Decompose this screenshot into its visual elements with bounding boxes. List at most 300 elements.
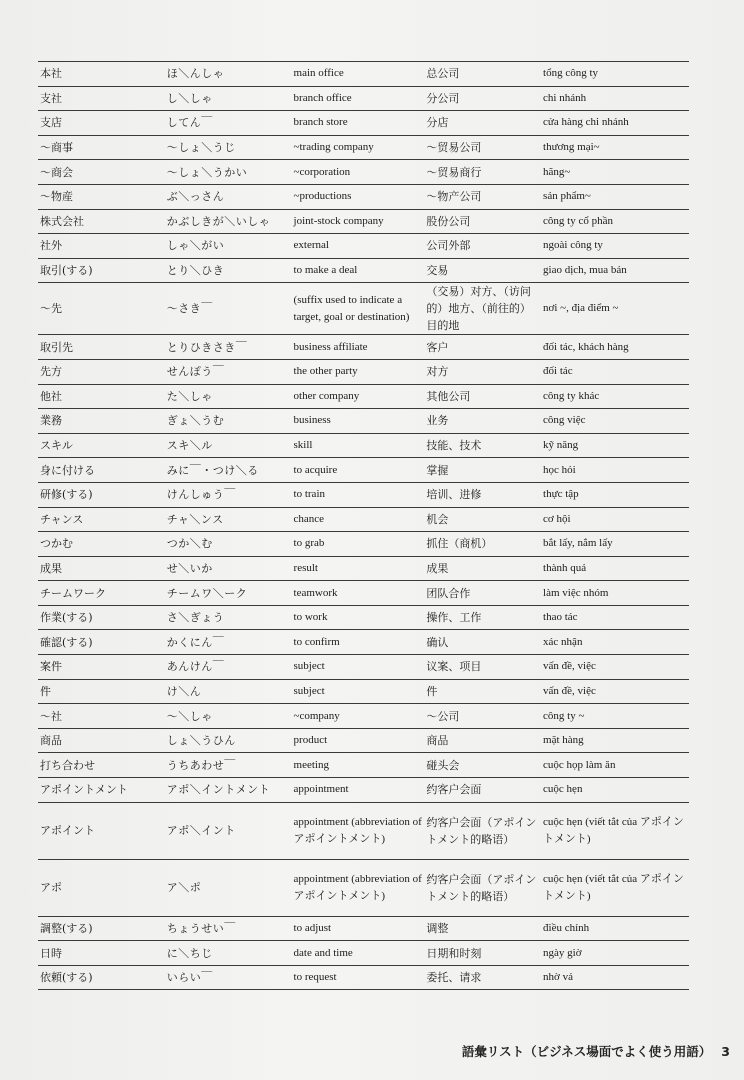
chinese-cell-text: 议案、项目 <box>426 660 482 674</box>
chinese-cell-text: 掌握 <box>426 463 449 477</box>
kanji-cell-text: 株式会社 <box>40 214 84 228</box>
chinese-cell-text: 成果 <box>426 561 449 575</box>
english-cell <box>292 62 425 87</box>
kanji-cell <box>38 556 165 581</box>
chinese-cell-text: 客户 <box>426 340 449 354</box>
chinese-cell-text: 日期和时刻 <box>426 946 482 960</box>
english-cell-text: skill <box>293 439 313 452</box>
english-cell <box>292 86 425 111</box>
kana-cell-text: ～さき￣ <box>166 302 213 316</box>
kana-cell <box>165 433 292 458</box>
chinese-cell-text: ～物产公司 <box>426 190 482 204</box>
table-row <box>38 556 689 581</box>
kana-cell-text: してん￣ <box>166 116 213 130</box>
chinese-cell-text: 总公司 <box>426 67 460 81</box>
kanji-cell <box>38 283 165 335</box>
table-row <box>38 916 689 941</box>
english-cell <box>292 859 425 916</box>
table-row <box>38 384 689 409</box>
kanji-cell <box>38 916 165 941</box>
kanji-cell <box>38 679 165 704</box>
vietnamese-cell-text: điều chỉnh <box>543 921 590 934</box>
table-row <box>38 458 689 483</box>
kana-cell-text: しゃ＼がい <box>166 239 225 253</box>
kana-cell-text: ちょうせい￣ <box>166 921 236 935</box>
kana-cell <box>165 965 292 990</box>
table-row <box>38 209 689 234</box>
kanji-cell-text: 作業(する) <box>40 611 93 625</box>
kana-cell-text: かぶしきが＼いしゃ <box>166 214 271 228</box>
chinese-cell <box>424 209 541 234</box>
kanji-cell-text: 取引先 <box>40 340 73 354</box>
kana-cell-text: けんしゅう￣ <box>166 488 236 502</box>
vietnamese-cell-text: nơi ~, địa điểm ~ <box>543 302 619 315</box>
kanji-cell <box>38 655 165 680</box>
english-cell <box>292 507 425 532</box>
vietnamese-cell-text: vấn đề, việc <box>543 684 596 697</box>
vietnamese-cell <box>541 728 689 753</box>
table-row <box>38 184 689 209</box>
kanji-cell <box>38 941 165 966</box>
kana-cell <box>165 916 292 941</box>
chinese-cell <box>424 111 541 136</box>
kanji-cell <box>38 753 165 778</box>
kanji-cell-text: ～先 <box>40 302 62 316</box>
kanji-cell <box>38 160 165 185</box>
english-cell-text: subject <box>293 684 325 697</box>
vocabulary-table-body <box>38 62 689 990</box>
chinese-cell-text: 约客户会面（アポイントメント的略语） <box>426 872 537 903</box>
vietnamese-cell-text: công việc <box>543 414 586 427</box>
vietnamese-cell <box>541 258 689 283</box>
kanji-cell-text: 日時 <box>40 946 62 960</box>
english-cell <box>292 556 425 581</box>
english-cell <box>292 160 425 185</box>
english-cell-text: to acquire <box>293 463 338 476</box>
kana-cell <box>165 384 292 409</box>
chinese-cell <box>424 409 541 434</box>
table-row <box>38 778 689 803</box>
kana-cell <box>165 234 292 259</box>
vocabulary-table <box>38 61 689 990</box>
english-cell-text: ~productions <box>293 190 352 203</box>
english-cell-text: chance <box>293 512 325 525</box>
english-cell-text: branch store <box>293 116 348 129</box>
kana-cell <box>165 655 292 680</box>
chinese-cell-text: ～贸易商行 <box>426 165 482 179</box>
chinese-cell <box>424 630 541 655</box>
kanji-cell <box>38 605 165 630</box>
vietnamese-cell <box>541 433 689 458</box>
vietnamese-cell-text: đối tác <box>543 365 573 378</box>
english-cell <box>292 209 425 234</box>
kana-cell <box>165 482 292 507</box>
vietnamese-cell <box>541 209 689 234</box>
kana-cell <box>165 728 292 753</box>
kanji-cell <box>38 802 165 859</box>
kanji-cell <box>38 965 165 990</box>
table-row <box>38 160 689 185</box>
english-cell <box>292 704 425 729</box>
kana-cell <box>165 556 292 581</box>
chinese-cell <box>424 234 541 259</box>
chinese-cell-text: ～贸易公司 <box>426 141 482 155</box>
vietnamese-cell-text: cuộc hẹn (viết tắt của アポイントメント) <box>543 815 684 845</box>
vietnamese-cell <box>541 802 689 859</box>
chinese-cell-text: 调整 <box>426 921 449 935</box>
kanji-cell <box>38 532 165 557</box>
vietnamese-cell-text: cơ hội <box>543 512 571 525</box>
chinese-cell-text: 团队合作 <box>426 586 471 600</box>
vietnamese-cell <box>541 335 689 360</box>
english-cell <box>292 359 425 384</box>
vietnamese-cell-text: ngoài công ty <box>543 239 603 252</box>
english-cell-text: to make a deal <box>293 264 358 277</box>
chinese-cell <box>424 507 541 532</box>
chinese-cell <box>424 778 541 803</box>
kana-cell <box>165 335 292 360</box>
english-cell <box>292 605 425 630</box>
chinese-cell-text: 分店 <box>426 116 449 130</box>
english-cell-text: ~trading company <box>293 141 374 154</box>
table-row <box>38 859 689 916</box>
english-cell-text: business <box>293 414 331 427</box>
english-cell <box>292 283 425 335</box>
kana-cell <box>165 160 292 185</box>
kanji-cell <box>38 135 165 160</box>
table-row <box>38 655 689 680</box>
english-cell <box>292 941 425 966</box>
chinese-cell <box>424 86 541 111</box>
kanji-cell-text: 支店 <box>40 116 62 130</box>
table-row <box>38 507 689 532</box>
chinese-cell-text: 业务 <box>426 414 449 428</box>
kanji-cell-text: 成果 <box>40 561 62 575</box>
vietnamese-cell <box>541 111 689 136</box>
kana-cell <box>165 941 292 966</box>
kanji-cell <box>38 258 165 283</box>
kana-cell-text: いらい￣ <box>166 971 213 985</box>
english-cell-text: to work <box>293 611 328 624</box>
kanji-cell-text: 支社 <box>40 91 62 105</box>
kana-cell <box>165 532 292 557</box>
kanji-cell-text: 業務 <box>40 414 62 428</box>
english-cell-text: to confirm <box>293 635 340 648</box>
kana-cell-text: つか＼む <box>166 537 213 551</box>
vietnamese-cell-text: giao dịch, mua bán <box>543 264 627 277</box>
table-row <box>38 359 689 384</box>
vietnamese-cell-text: đối tác, khách hàng <box>543 340 629 353</box>
table-row <box>38 409 689 434</box>
vietnamese-cell <box>541 234 689 259</box>
chinese-cell-text: 其他公司 <box>426 389 471 403</box>
table-row <box>38 62 689 87</box>
vietnamese-cell-text: thành quả <box>543 561 587 574</box>
vietnamese-cell-text: ngày giờ <box>543 946 582 959</box>
english-cell-text: product <box>293 734 328 747</box>
kanji-cell <box>38 62 165 87</box>
chinese-cell-text: 约客户会面（アポイントメント的略语） <box>426 815 537 846</box>
kanji-cell-text: 取引(する) <box>40 264 93 278</box>
kanji-cell-text: アポ <box>40 881 62 895</box>
chinese-cell <box>424 859 541 916</box>
kana-cell <box>165 859 292 916</box>
kanji-cell-text: スキル <box>40 439 73 453</box>
chinese-cell <box>424 916 541 941</box>
kanji-cell-text: チャンス <box>40 512 84 526</box>
kana-cell <box>165 802 292 859</box>
english-cell <box>292 135 425 160</box>
kanji-cell <box>38 86 165 111</box>
chinese-cell <box>424 433 541 458</box>
kana-cell <box>165 135 292 160</box>
kana-cell <box>165 111 292 136</box>
english-cell <box>292 184 425 209</box>
kana-cell <box>165 630 292 655</box>
kana-cell-text: とりひきさき￣ <box>166 340 248 354</box>
chinese-cell <box>424 482 541 507</box>
kana-cell-text: とり＼ひき <box>166 264 225 278</box>
vietnamese-cell-text: nhờ vả <box>543 971 573 984</box>
chinese-cell <box>424 160 541 185</box>
chinese-cell <box>424 62 541 87</box>
chinese-cell <box>424 941 541 966</box>
kana-cell-text: アポ＼イント <box>166 824 236 838</box>
kana-cell-text: さ＼ぎょう <box>166 611 225 625</box>
chinese-cell-text: 对方 <box>426 365 449 379</box>
english-cell-text: joint-stock company <box>293 214 384 227</box>
chinese-cell <box>424 728 541 753</box>
vietnamese-cell-text: sản phẩm~ <box>543 190 591 203</box>
chinese-cell-text: （交易）对方、（访问的）地方、（前往的）目的地 <box>426 285 531 333</box>
chinese-cell-text: 技能、技术 <box>426 439 482 453</box>
chinese-cell <box>424 135 541 160</box>
english-cell-text: ~company <box>293 709 340 722</box>
english-cell-text: to adjust <box>293 921 332 934</box>
kanji-cell <box>38 630 165 655</box>
table-row <box>38 283 689 335</box>
vietnamese-cell-text: vấn đề, việc <box>543 660 596 673</box>
kanji-cell <box>38 458 165 483</box>
english-cell <box>292 258 425 283</box>
table-row <box>38 728 689 753</box>
vietnamese-cell <box>541 556 689 581</box>
chinese-cell-text: 机会 <box>426 512 449 526</box>
english-cell <box>292 409 425 434</box>
vietnamese-cell <box>541 135 689 160</box>
kana-cell <box>165 507 292 532</box>
chinese-cell-text: 碰头会 <box>426 758 460 772</box>
vietnamese-cell <box>541 507 689 532</box>
vietnamese-cell <box>541 384 689 409</box>
english-cell <box>292 111 425 136</box>
kana-cell-text: しょ＼うひん <box>166 734 236 748</box>
chinese-cell-text: 培训、进修 <box>426 488 482 502</box>
english-cell <box>292 335 425 360</box>
kanji-cell <box>38 184 165 209</box>
vietnamese-cell-text: làm việc nhóm <box>543 586 609 599</box>
kanji-cell-text: ～物産 <box>40 190 73 204</box>
table-row <box>38 234 689 259</box>
english-cell <box>292 728 425 753</box>
kana-cell <box>165 209 292 234</box>
kana-cell-text: せ＼いか <box>166 561 213 575</box>
kana-cell <box>165 605 292 630</box>
english-cell-text: ~corporation <box>293 165 351 178</box>
vietnamese-cell <box>541 283 689 335</box>
kana-cell <box>165 409 292 434</box>
vietnamese-cell-text: học hỏi <box>543 463 576 476</box>
vietnamese-cell <box>541 859 689 916</box>
chinese-cell <box>424 283 541 335</box>
chinese-cell-text: 抓住（商机） <box>426 537 493 551</box>
kana-cell-text: せんぽう￣ <box>166 365 225 379</box>
english-cell <box>292 482 425 507</box>
vietnamese-cell-text: thao tác <box>543 611 578 624</box>
vietnamese-cell-text: công ty ~ <box>543 709 585 722</box>
table-row <box>38 941 689 966</box>
kanji-cell-text: 確認(する) <box>40 635 93 649</box>
chinese-cell-text: 商品 <box>426 734 449 748</box>
kana-cell-text: ～しょ＼うじ <box>166 141 236 155</box>
english-cell <box>292 965 425 990</box>
vietnamese-cell <box>541 458 689 483</box>
vietnamese-cell <box>541 62 689 87</box>
chinese-cell-text: 股份公司 <box>426 214 471 228</box>
kanji-cell <box>38 778 165 803</box>
english-cell-text: branch office <box>293 91 352 104</box>
chinese-cell-text: 交易 <box>426 264 449 278</box>
vietnamese-cell-text: kỹ năng <box>543 439 579 452</box>
english-cell <box>292 630 425 655</box>
vietnamese-cell <box>541 86 689 111</box>
table-row <box>38 335 689 360</box>
vietnamese-cell-text: cuộc hẹn (viết tắt của アポイントメント) <box>543 872 684 902</box>
chinese-cell <box>424 359 541 384</box>
kanji-cell <box>38 433 165 458</box>
chinese-cell-text: 确认 <box>426 635 449 649</box>
chinese-cell <box>424 704 541 729</box>
vietnamese-cell <box>541 532 689 557</box>
page-footer <box>462 1042 730 1060</box>
kanji-cell <box>38 111 165 136</box>
english-cell-text: date and time <box>293 946 353 959</box>
table-row <box>38 679 689 704</box>
kana-cell-text: し＼しゃ <box>166 91 213 105</box>
kana-cell <box>165 62 292 87</box>
kana-cell <box>165 283 292 335</box>
vietnamese-cell-text: công ty cổ phần <box>543 214 613 227</box>
vietnamese-cell <box>541 679 689 704</box>
kana-cell-text: みに￣・つけ＼る <box>166 463 259 477</box>
vietnamese-cell-text: công ty khác <box>543 389 600 402</box>
kanji-cell-text: 打ち合わせ <box>40 758 95 772</box>
english-cell-text: teamwork <box>293 586 338 599</box>
kana-cell-text: に＼ちじ <box>166 946 213 960</box>
english-cell-text: subject <box>293 660 325 673</box>
english-cell-text: to request <box>293 971 337 984</box>
table-row <box>38 630 689 655</box>
kana-cell-text: ～しょ＼うかい <box>166 165 248 179</box>
english-cell-text: appointment (abbreviation of アポイントメント) <box>293 815 422 845</box>
kana-cell <box>165 679 292 704</box>
kanji-cell-text: ～商事 <box>40 141 73 155</box>
kanji-cell-text: 商品 <box>40 734 62 748</box>
kanji-cell-text: 調整(する) <box>40 921 93 935</box>
english-cell-text: other company <box>293 389 360 402</box>
vietnamese-cell <box>541 630 689 655</box>
english-cell-text: to grab <box>293 537 325 550</box>
english-cell <box>292 433 425 458</box>
english-cell-text: business affiliate <box>293 340 368 353</box>
kanji-cell-text: ～社 <box>40 709 62 723</box>
vietnamese-cell <box>541 778 689 803</box>
vietnamese-cell <box>541 941 689 966</box>
kana-cell-text: ア＼ポ <box>166 881 202 895</box>
kanji-cell-text: 本社 <box>40 67 62 81</box>
kana-cell-text: あんけん￣ <box>166 660 225 674</box>
kana-cell <box>165 704 292 729</box>
kanji-cell-text: 他社 <box>40 389 62 403</box>
kanji-cell <box>38 859 165 916</box>
vietnamese-cell-text: chi nhánh <box>543 91 587 104</box>
vietnamese-cell-text: thực tập <box>543 488 579 501</box>
kana-cell-text: チャ＼ンス <box>166 512 224 526</box>
english-cell <box>292 802 425 859</box>
table-row <box>38 433 689 458</box>
kanji-cell-text: 件 <box>40 684 51 698</box>
kana-cell <box>165 86 292 111</box>
chinese-cell-text: 公司外部 <box>426 239 471 253</box>
table-row <box>38 802 689 859</box>
page-number: 3 <box>721 1044 730 1059</box>
vietnamese-cell <box>541 160 689 185</box>
kanji-cell-text: ～商会 <box>40 165 73 179</box>
english-cell-text: appointment (abbreviation of アポイントメント) <box>293 872 422 902</box>
kana-cell <box>165 753 292 778</box>
english-cell-text: external <box>293 239 329 252</box>
vietnamese-cell-text: cửa hàng chi nhánh <box>543 116 629 129</box>
chinese-cell-text: ～公司 <box>426 709 460 723</box>
chinese-cell <box>424 384 541 409</box>
vietnamese-cell-text: tổng công ty <box>543 67 599 80</box>
kanji-cell-text: 身に付ける <box>40 463 95 477</box>
chinese-cell-text: 操作、工作 <box>426 611 482 625</box>
kana-cell-text: ぎょ＼うむ <box>166 414 225 428</box>
kana-cell-text: うちあわせ￣ <box>166 758 236 772</box>
english-cell-text: result <box>293 561 318 574</box>
english-cell <box>292 458 425 483</box>
kanji-cell-text: アポイント <box>40 824 95 838</box>
vietnamese-cell <box>541 753 689 778</box>
kanji-cell <box>38 384 165 409</box>
english-cell <box>292 581 425 606</box>
kanji-cell <box>38 209 165 234</box>
kana-cell <box>165 359 292 384</box>
vietnamese-cell <box>541 704 689 729</box>
kanji-cell <box>38 335 165 360</box>
vietnamese-cell-text: thương mại~ <box>543 141 600 154</box>
table-row <box>38 753 689 778</box>
chinese-cell <box>424 753 541 778</box>
chinese-cell <box>424 965 541 990</box>
english-cell <box>292 384 425 409</box>
chinese-cell <box>424 184 541 209</box>
kanji-cell-text: 依頼(する) <box>40 971 93 985</box>
vietnamese-cell-text: bắt lấy, nắm lấy <box>543 537 613 550</box>
chinese-cell <box>424 605 541 630</box>
english-cell <box>292 655 425 680</box>
